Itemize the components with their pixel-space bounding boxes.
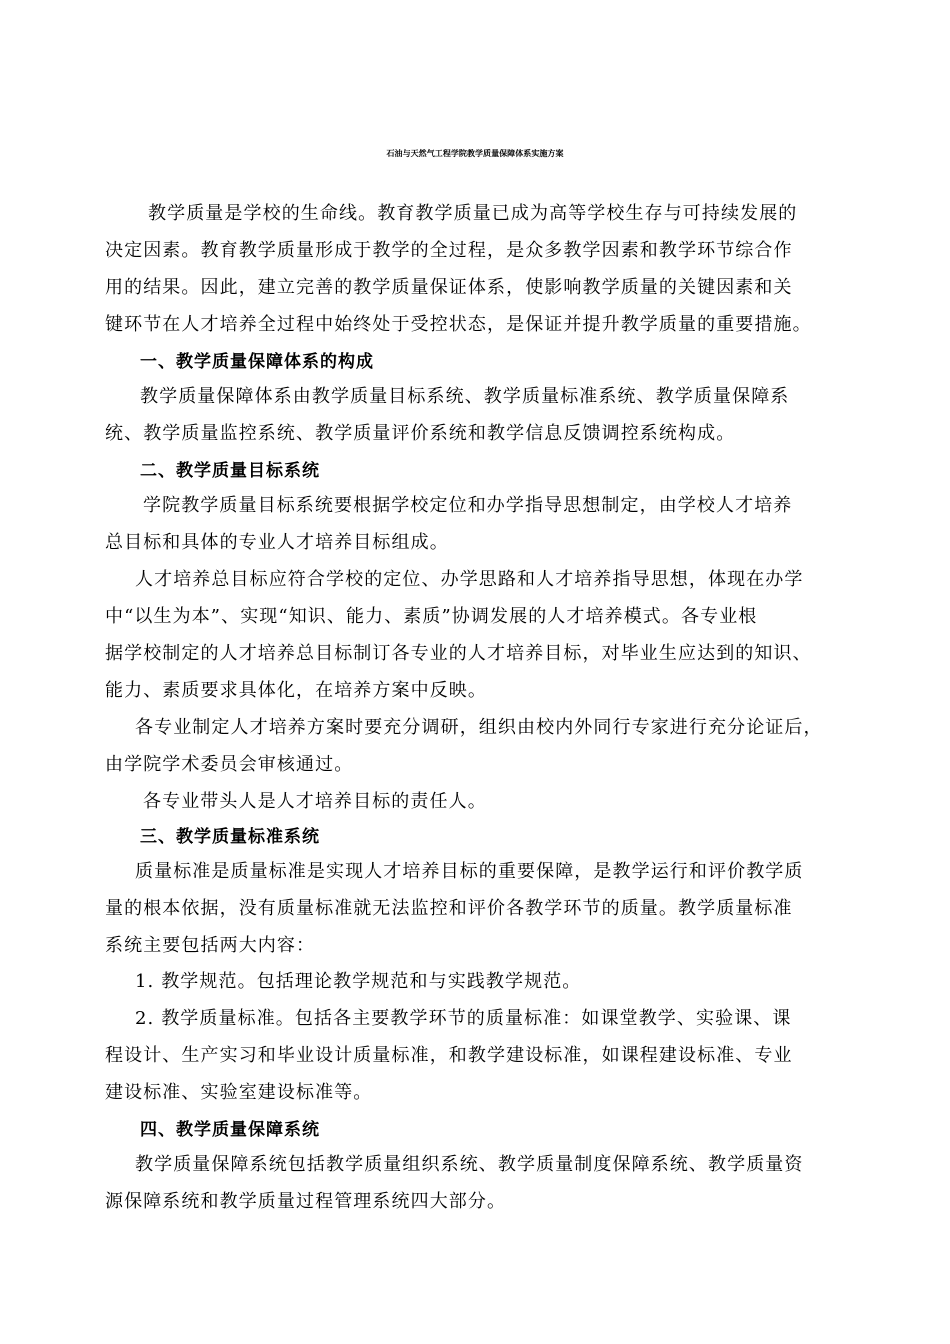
paragraph-line: 量的根本依据，没有质量标准就无法监控和评价各教学环节的质量。教学质量标准 [105, 898, 793, 919]
paragraph-line: 中“以生为本”、实现“知识、能力、素质”协调发展的人才培养模式。各专业根 [105, 606, 758, 627]
section-heading-4: 四、教学质量保障系统 [140, 1120, 320, 1140]
paragraph-line: 教学质量是学校的生命线。教育教学质量已成为高等学校生存与可持续发展的 [148, 203, 798, 224]
list-item: 2. 教学质量标准。包括各主要教学环节的质量标准：如课堂教学、实验课、课 [135, 1008, 792, 1029]
paragraph-line: 程设计、生产实习和毕业设计质量标准，和教学建设标准，如课程建设标准、专业 [105, 1045, 793, 1066]
section-heading-3: 三、教学质量标准系统 [140, 827, 320, 847]
paragraph-line: 各专业带头人是人才培养目标的责任人。 [143, 791, 487, 812]
paragraph-line: 教学质量保障系统包括教学质量组织系统、教学质量制度保障系统、教学质量资 [135, 1154, 804, 1175]
paragraph-line: 源保障系统和教学质量过程管理系统四大部分。 [105, 1191, 507, 1212]
paragraph-line: 由学院学术委员会审核通过。 [105, 754, 354, 775]
paragraph-line: 建设标准、实验室建设标准等。 [105, 1082, 373, 1103]
paragraph-line: 据学校制定的人才培养总目标制订各专业的人才培养目标，对毕业生应达到的知识、 [105, 643, 812, 664]
paragraph-line: 能力、素质要求具体化，在培养方案中反映。 [105, 680, 487, 701]
paragraph-line: 统、教学质量监控系统、教学质量评价系统和教学信息反馈调控系统构成。 [105, 423, 736, 444]
paragraph-line: 键环节在人才培养全过程中始终处于受控状态，是保证并提升教学质量的重要措施。 [105, 314, 812, 335]
section-heading-2: 二、教学质量目标系统 [140, 461, 320, 481]
list-item: 1. 教学规范。包括理论教学规范和与实践教学规范。 [135, 971, 582, 992]
paragraph-line: 各专业制定人才培养方案时要充分调研，组织由校内外同行专家进行充分论证后， [135, 717, 823, 738]
paragraph-line: 学院教学质量目标系统要根据学校定位和办学指导思想制定，由学校人才培养 [143, 495, 793, 516]
paragraph-line: 人才培养总目标应符合学校的定位、办学思路和人才培养指导思想，体现在办学 [135, 569, 804, 590]
paragraph-line: 教学质量保障体系由教学质量目标系统、教学质量标准系统、教学质量保障系 [140, 386, 790, 407]
paragraph-line: 系统主要包括两大内容： [105, 935, 316, 956]
paragraph-line: 用的结果。因此，建立完善的教学质量保证体系，使影响教学质量的关键因素和关 [105, 277, 793, 298]
paragraph-line: 质量标准是质量标准是实现人才培养目标的重要保障，是教学运行和评价教学质 [135, 861, 804, 882]
section-heading-1: 一、教学质量保障体系的构成 [140, 352, 374, 372]
document-title: 石油与天然气工程学院教学质量保障体系实施方案 [386, 148, 564, 158]
paragraph-line: 总目标和具体的专业人才培养目标组成。 [105, 532, 449, 553]
paragraph-line: 决定因素。教育教学质量形成于教学的全过程，是众多教学因素和教学环节综合作 [105, 240, 793, 261]
